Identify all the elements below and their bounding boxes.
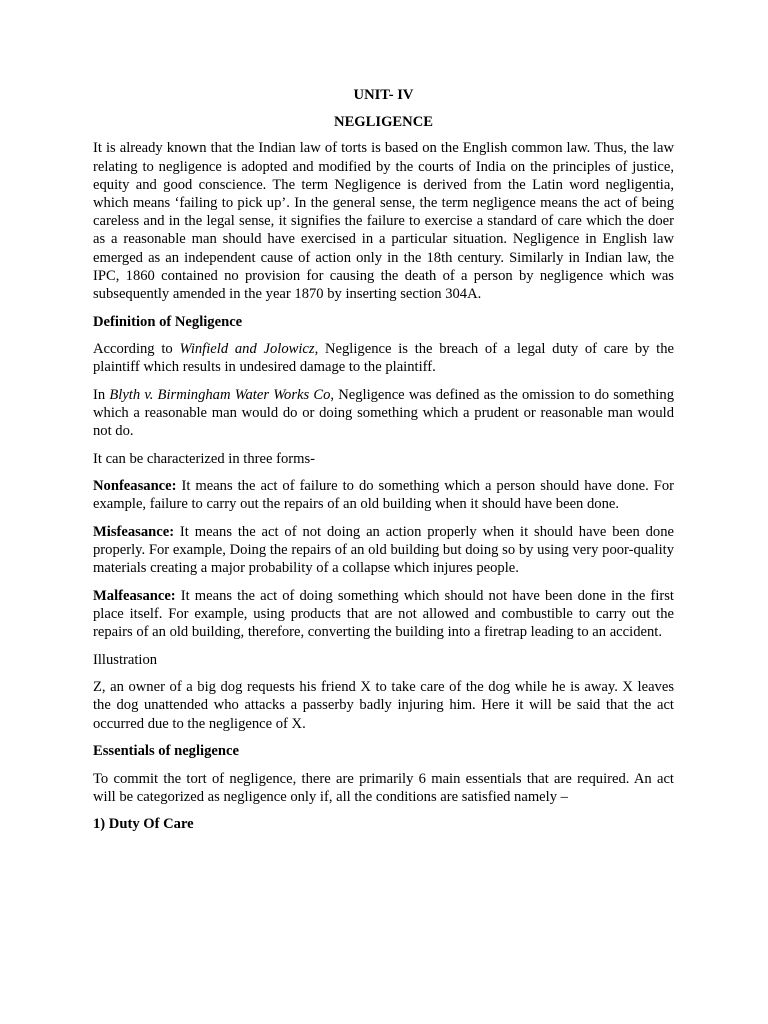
text-run: In [93,386,110,403]
form-term: Misfeasance: [93,523,175,540]
main-title: NEGLIGENCE [334,114,433,131]
definition-paragraph-2 [93,386,674,441]
form-term: Nonfeasance: [93,478,177,495]
forms-intro: It can be characterized in three forms- [93,450,316,467]
form-text: It means the act of failure to do something which a person should have done. For example, failure to carry out the repairs of an old building when it should have been done. [93,478,674,513]
text-run: , Negligence is the breach of a legal duty of care by the plaintiff which results in undesired damage to the plaintiff. [93,341,675,376]
definition-paragraph-1 [93,340,674,376]
form-malfeasance [93,587,674,642]
text-run: According to [93,341,180,358]
illustration-label: Illustration [93,651,158,668]
form-text: It means the act of not doing an action properly when it should have been done properly. For example, Doing the repairs of an old building but doing so by using very poor-quality materials creating a major probability of a collapse which injures people. [93,523,674,577]
case-name: Blyth v. Birmingham Water Works Co [109,386,331,403]
form-misfeasance [93,523,674,578]
essentials-heading: Essentials of negligence [93,743,239,760]
duty-of-care-heading: 1) Duty Of Care [93,816,194,833]
form-nonfeasance [93,477,674,513]
intro-paragraph: It is already known that the Indian law of torts is based on the English common law. Thus, the law relating to negligence is adopted and modified by the courts of India on the principles of justice, equity and good conscience. The term Negligence is derived from the Latin word negligentia, which means ‘failing to pick up’. In the general sense, the term negligence means the act of being careless and in the legal sense, it signifies the failure to exercise a standard of care which the doer as a reasonable man should have exercised in a particular situation. Negligence in English law emerged as an independent cause of action only in the 18th century. Similarly in Indian law, the IPC, 1860 contained no provision for causing the death of a person by negligence which was subsequently amended in the year 1870 by inserting section 304A. [93,140,674,303]
form-term: Malfeasance: [93,587,176,604]
illustration-text: Z, an owner of a big dog requests his friend X to take care of the dog while he is away. X leaves the dog unattended who attacks a passerby badly injuring him. Here it will be said that the act occurred due to the negligence of X. [93,679,674,732]
unit-title: UNIT- IV [353,87,414,103]
form-text: It means the act of doing something which should not have been done in the first place itself. For example, using products that are not allowed and combustible to carry out the repairs of an old building, therefore, converting the building into a firetrap leading to an accident. [93,587,674,641]
authority-name: Winfield and Jolowicz [179,341,315,358]
text-run: , Negligence was defined as the omission to do something which a reasonable man would do or doing something which a prudent or reasonable man would not do. [93,386,675,440]
document-body [93,86,674,843]
definition-heading: Definition of Negligence [93,313,243,330]
essentials-text: To commit the tort of negligence, there are primarily 6 main essentials that are required. An act will be categorized as negligence only if, all the conditions are satisfied namely – [93,770,674,805]
